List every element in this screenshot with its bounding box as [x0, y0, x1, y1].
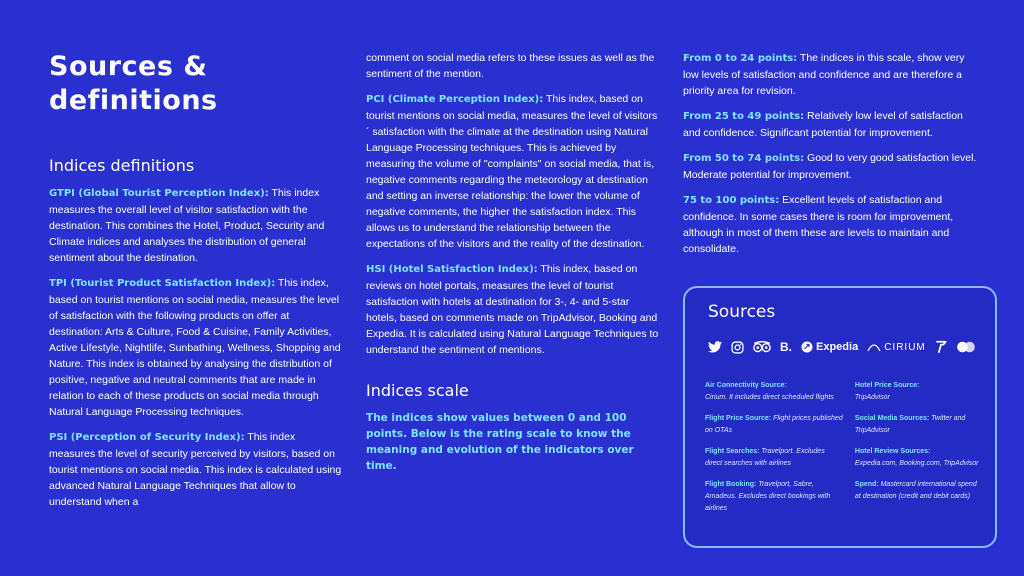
scale-intro: The indices show values between 0 and 100 points. Below is the rating scale to know the meaning and evolution of the indicators over time. [366, 412, 634, 472]
range-text: Excellent levels of satisfaction and confidence. In some cases there is room for improvement, although in most of them these are levels to maintain and consolidate. [683, 194, 954, 255]
hsi-term: HSI (Hotel Satisfaction Index): [366, 264, 538, 275]
hsi-definition [366, 261, 660, 358]
gtpi-text: This index measures the overall level of visitor satisfaction with the destination. This combines the Hotel, Product, Security and Climate indices and analyses the distribution of general sentiment about the destination. [49, 187, 325, 264]
psi-text: This index measures the level of security perceived by visitors, based on tourist mentions on social media. This index is calculated using advanced Natural Language Techniques that allow to understand when a [49, 431, 342, 508]
cirium-icon [867, 342, 881, 352]
source-text: Flight prices published on OTAs [705, 415, 843, 434]
psi-continuation: comment on social media refers to these issues as well as the sentiment of the mention. [366, 52, 655, 80]
source-label: Flight Searches: [705, 448, 760, 455]
source-label: Hotel Price Source: [854, 382, 920, 389]
hsi-text: This index, based on reviews on hotel portals, measures the level of tourist satisfaction with hotels at destination for 3-, 4- and 5-star hotels, based on comments made on TripAdvisor, Booking and Expedia. It is calculated using Natural Language Techniques to understand the sentiment of mentions. [366, 263, 659, 356]
title-line-2: definitions [49, 85, 218, 116]
range-label: From 50 to 74 points: [683, 153, 805, 164]
source-text: TripAdvisor [854, 394, 890, 401]
tpi-term: TPI (Tourist Product Satisfaction Index): [49, 278, 276, 289]
right-column [683, 50, 983, 266]
cirium-label: CIRIUM [884, 341, 926, 353]
sources-title: Sources [708, 302, 776, 322]
travelport-icon [935, 340, 947, 354]
indices-definitions-heading: Indices definitions [49, 156, 195, 175]
range-25-49 [683, 108, 983, 141]
indices-scale-heading: Indices scale [366, 381, 469, 400]
source-logos [708, 340, 976, 354]
expedia-label: Expedia [816, 341, 859, 353]
sources-box [683, 286, 997, 548]
tpi-text: This index, based on tourist mentions on social media, measures the level of satisfaction with the following products on offer at destination: Arts & Culture, Food & Cuisine, Family Activities, Active Lifestyle, Nightlife, Sunbathing, Wellness, Shopping and Nature. This index is obtained by analysing the distribution of positive, negative and neutral comments that are made in relation to each of these products on social media through Natural Language Processing techniques. [49, 277, 341, 418]
source-text: Expedia.com, Booking.com, TripAdvisor [854, 460, 979, 467]
flight-booking-source [705, 479, 843, 515]
middle-column [366, 50, 660, 483]
source-label: Air Connectivity Source: [705, 382, 787, 389]
source-label: Flight Price Source: [705, 415, 772, 422]
psi-term: PSI (Perception of Security Index): [49, 432, 245, 443]
booking-logo: B. [780, 340, 792, 354]
source-label: Flight Booking: [705, 481, 757, 488]
pci-term: PCI (Climate Perception Index): [366, 94, 544, 105]
source-label: Spend: [854, 481, 879, 488]
mastercard-icon [956, 341, 976, 353]
source-text: Cirium. It includes direct scheduled flights [705, 394, 834, 401]
range-label: 75 to 100 points: [683, 195, 780, 206]
tripadvisor-icon [753, 341, 771, 353]
range-text: The indices in this scale, show very low levels of satisfaction and confidence and are therefore a priority area for revision. [683, 52, 965, 97]
range-label: From 25 to 49 points: [683, 111, 805, 122]
range-75-100 [683, 192, 983, 257]
spend-source [855, 479, 983, 503]
pci-text: This index, based on tourist mentions on social media, measures the level of visitors´ satisfaction with the climate at the destination using Natural Language Processing techniques. This is achieved by measuring the volume of "complaints" on social media, that is, negative comments regarding the meteorology at destination and setting an inverse relationship: the lower the volume of negative comments, the higher the satisfaction index. This allows us to understand the relationship between the expectations of the visitors and the reality of the destination. [366, 93, 658, 250]
range-label: From 0 to 24 points: [683, 53, 798, 64]
flight-price-source [705, 413, 843, 437]
source-column-right [855, 380, 983, 524]
source-list [705, 380, 983, 524]
flight-searches-source [705, 446, 843, 470]
psi-definition [49, 429, 344, 510]
twitter-icon [708, 341, 722, 353]
range-50-74 [683, 150, 983, 183]
range-text: Relatively low level of satisfaction and confidence. Significant potential for improvement. [683, 110, 963, 139]
pci-definition [366, 91, 660, 252]
gtpi-term: GTPI (Global Tourist Perception Index): [49, 188, 269, 199]
source-column-left [705, 380, 843, 524]
gtpi-definition [49, 185, 344, 266]
hotel-review-sources [855, 446, 983, 470]
range-0-24 [683, 50, 983, 99]
source-text: Twitter and TripAdvisor [854, 415, 966, 434]
page-title [49, 50, 344, 118]
social-media-sources [855, 413, 983, 437]
title-line-1: Sources & [49, 51, 208, 82]
source-label: Hotel Review Sources: [854, 448, 931, 455]
range-text: Good to very good satisfaction level. Moderate potential for improvement. [683, 152, 977, 181]
air-connectivity-source [705, 380, 843, 404]
expedia-logo [801, 341, 858, 353]
cirium-logo [867, 342, 926, 353]
source-text: Mastercard international spend at destination (credit and debit cards) [854, 481, 977, 500]
expedia-icon [801, 341, 813, 353]
hotel-price-source [855, 380, 983, 404]
source-text: Travelport. Excludes direct searches with airlines [705, 448, 825, 467]
left-column [49, 50, 344, 519]
source-text: Travelport, Sabre, Amadeus. Excludes direct bookings with airlines [705, 481, 831, 512]
instagram-icon [731, 341, 744, 354]
tpi-definition [49, 275, 344, 420]
source-label: Social Media Sources: [854, 415, 930, 422]
